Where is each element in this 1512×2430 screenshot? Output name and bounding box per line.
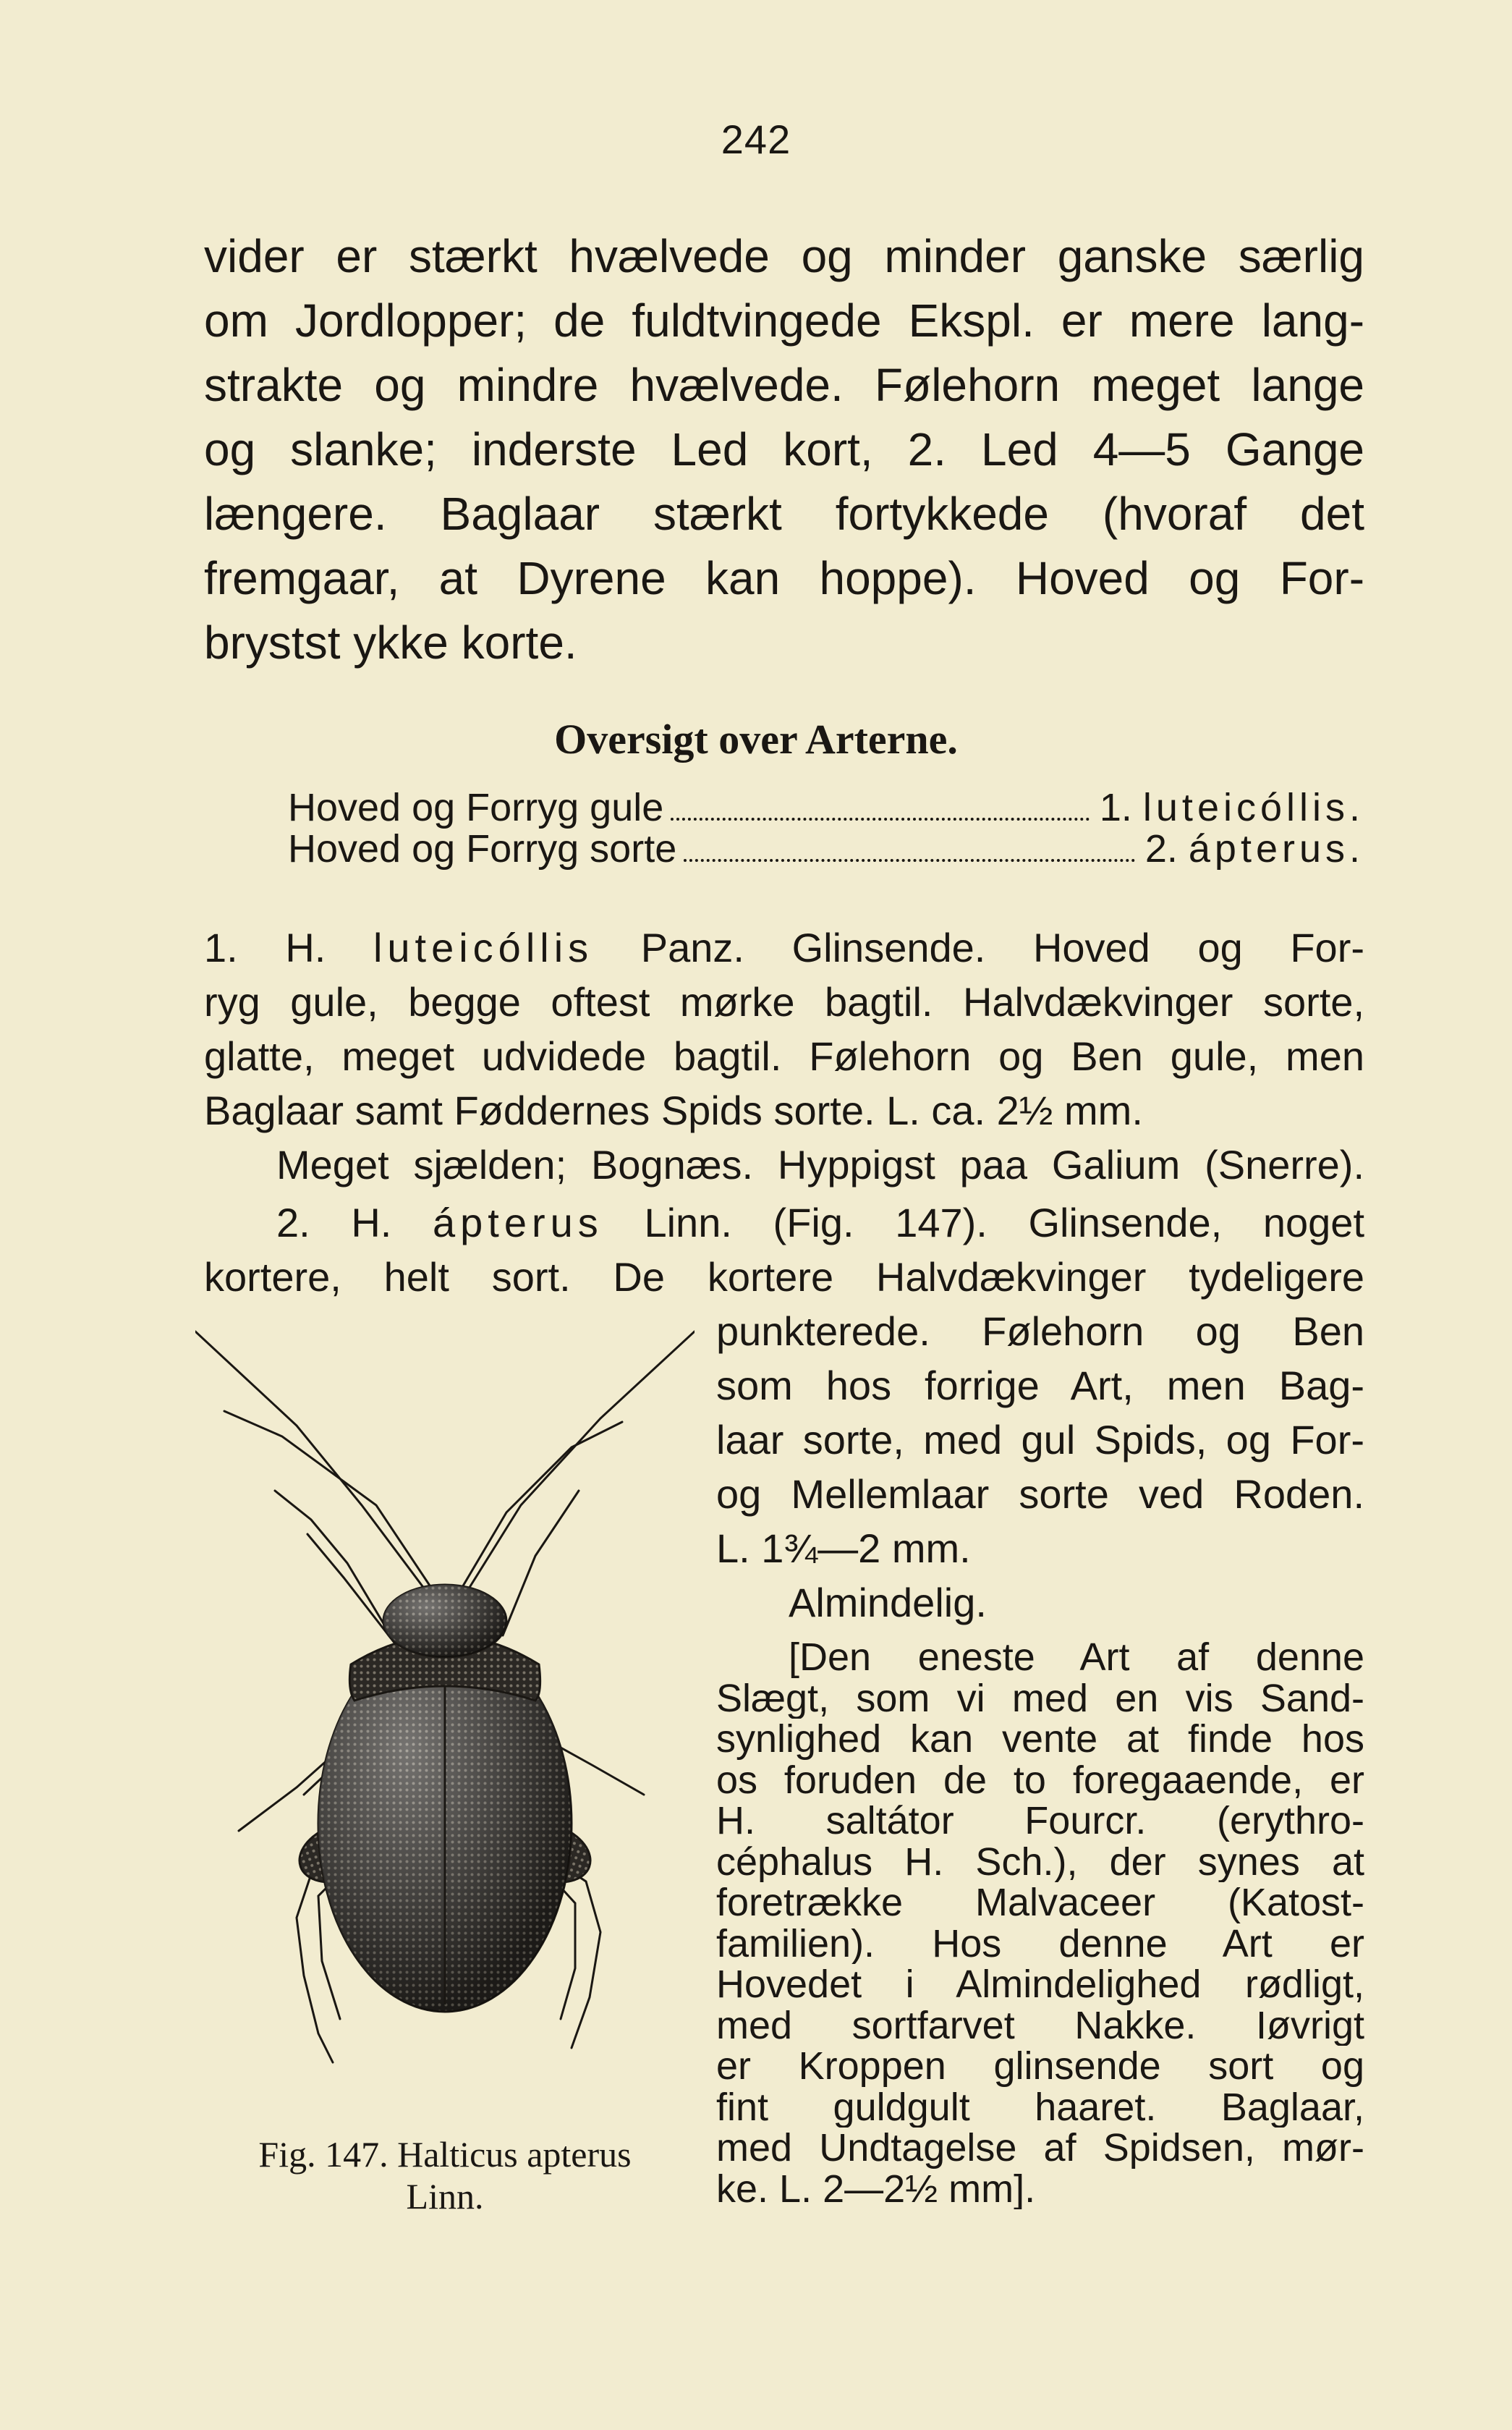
text-line: familien). Hos denne Art er	[716, 1923, 1364, 1964]
figure-caption	[195, 2133, 695, 2217]
text-line: strakte og mindre hvælvede. Følehorn meget lange	[204, 359, 1364, 411]
overview-heading: Oversigt over Arterne.	[554, 716, 958, 763]
text-line: og slanke; inderste Led kort, 2. Led 4—5 Gange	[204, 423, 1364, 475]
text-line: L. 1¾—2 mm.	[716, 1525, 971, 1571]
key-description: Hoved og Forryg gule	[288, 786, 664, 829]
species-name: luteicóllis	[373, 925, 594, 970]
text-line: [Den eneste Art af denne	[789, 1637, 1364, 1678]
page-number: 242	[721, 117, 791, 162]
key-row	[288, 785, 1364, 830]
species-text: Panz. Glinsende. Hoved og For-	[640, 925, 1364, 970]
text-line: med sortfarvet Nakke. Iøvrigt	[716, 2004, 1364, 2046]
caption-line: Linn.	[406, 2176, 484, 2217]
text-line	[204, 1195, 1364, 1250]
intro-paragraph	[204, 224, 1364, 675]
text-line: er Kroppen glinsende sort og	[716, 2046, 1364, 2087]
caption-line: Fig. 147. Halticus apterus	[258, 2134, 632, 2175]
text-line	[204, 920, 1364, 975]
species-text: Linn. (Fig. 147). Glinsende, noget	[644, 1200, 1364, 1245]
species-name: ápterus	[433, 1200, 603, 1245]
key-species: ápterus.	[1188, 827, 1364, 871]
beetle-illustration	[195, 1324, 695, 2091]
text-line: Meget sjælden; Bognæs. Hyppigst paa Galium (Snerre).	[276, 1142, 1364, 1188]
text-line: ke. L. 2—2½ mm].	[716, 2168, 1036, 2209]
species-2-column	[716, 1304, 1364, 1630]
text-line: brystst ykke korte.	[204, 617, 577, 669]
leader-dots	[684, 858, 1135, 862]
text-line: som hos forrige Art, men Bag-	[716, 1363, 1364, 1408]
text-line: punkterede. Følehorn og Ben	[716, 1308, 1364, 1354]
key-ref: 2.	[1144, 827, 1178, 871]
text-line: Slægt, som vi med en vis Sand-	[716, 1677, 1364, 1719]
text-line: længere. Baglaar stærkt fortykkede (hvoraf det	[204, 488, 1364, 540]
text-line: os foruden de to foregaaende, er	[716, 1759, 1364, 1800]
leader-dots	[671, 817, 1090, 821]
text-line: laar sorte, med gul Spids, og For-	[716, 1417, 1364, 1462]
text-line: glatte, meget udvidede bagtil. Følehorn og Ben gule, men	[204, 1033, 1364, 1079]
text-line: Almindelig.	[789, 1580, 987, 1625]
text-line: fint guldgult haaret. Baglaar,	[716, 2086, 1364, 2128]
text-line: fremgaar, at Dyrene kan hoppe). Hoved og For-	[204, 552, 1364, 604]
species-number: 2. H.	[276, 1200, 392, 1245]
text-line: vider er stærkt hvælvede og minder ganske særlig	[204, 230, 1364, 282]
text-line: foretrække Malvaceer (Katost-	[716, 1882, 1364, 1923]
text-line: céphalus H. Sch.), der synes at	[716, 1841, 1364, 1882]
key-row	[288, 826, 1364, 871]
text-line: om Jordlopper; de fuldtvingede Ekspl. er mere lang-	[204, 295, 1364, 347]
text-line: ryg gule, begge oftest mørke bagtil. Halvdækvinger sorte,	[204, 979, 1364, 1025]
species-1-entry	[204, 920, 1364, 1192]
text-line: med Undtagelse af Spidsen, mør-	[716, 2128, 1364, 2169]
key-ref: 1.	[1099, 786, 1132, 829]
text-line: synlighed kan vente at finde hos	[716, 1719, 1364, 1760]
bracketed-note	[716, 1637, 1364, 2209]
text-line: og Mellemlaar sorte ved Roden.	[716, 1471, 1364, 1517]
species-2-entry	[204, 1195, 1364, 1304]
key-description: Hoved og Forryg sorte	[288, 827, 677, 871]
text-line: kortere, helt sort. De kortere Halvdækvinger tydeligere	[204, 1254, 1364, 1300]
species-number: 1. H.	[204, 925, 326, 970]
text-line: Hovedet i Almindelighed rødligt,	[716, 1964, 1364, 2005]
text-line: Baglaar samt Føddernes Spids sorte. L. ca. 2½ mm.	[204, 1088, 1143, 1133]
text-line: H. saltátor Fourcr. (erythro-	[716, 1800, 1364, 1842]
key-species: luteicóllis.	[1142, 786, 1364, 829]
